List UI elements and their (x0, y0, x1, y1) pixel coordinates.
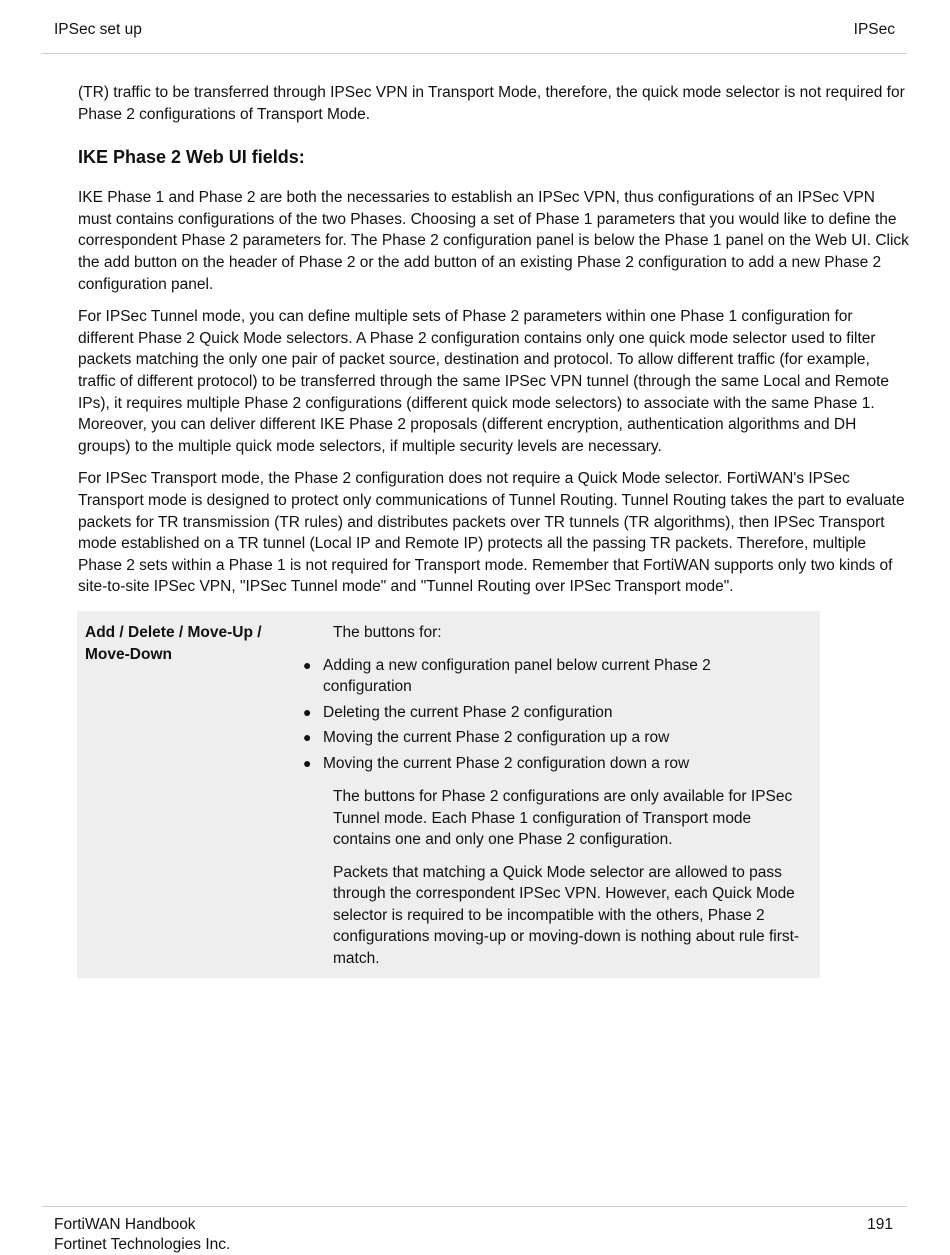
list-item: ● Adding a new configuration panel below current Phase 2 configuration (303, 656, 711, 695)
list-item: ● Moving the current Phase 2 configuration down a row (323, 753, 733, 775)
running-header-chapter: IPSec set up (54, 21, 142, 38)
field-description-table (77, 611, 820, 978)
bullet-icon: ● (303, 729, 312, 745)
body-paragraph: For IPSec Tunnel mode, you can define multiple sets of Phase 2 parameters within one Phase 1 configuration for different Phase 2 Quick Mode selectors. A Phase 2 configuration contains only one quick mode selector used to filter packets matching the only one pair of packet source, destination and protocol. To allow different traffic (for example, traffic of different protocol) to be transferred through the same IPSec VPN tunnel (through the same Local and Remote IPs), it requires multiple Phase 2 configurations (different quick mode selectors) to associate with the same Phase 1. Moreover, you can deliver different IKE Phase 2 proposals (different encryption, authentication algorithms and DH groups) to the multiple quick mode selectors, if multiple security levels are necessary. (78, 308, 890, 455)
footer-company: Fortinet Technologies Inc. (54, 1236, 231, 1253)
field-description (303, 622, 813, 980)
section-heading: IKE Phase 2 Web UI fields: (78, 147, 305, 168)
field-note: The buttons for Phase 2 configurations are only available for IPSec Tunnel mode. Each Phase 1 configuration of Transport mode contains one and only one Phase 2 configuration. (333, 788, 793, 848)
footer-book-title: FortiWAN Handbook (54, 1216, 196, 1233)
main-content (78, 82, 910, 609)
header-divider (42, 53, 907, 54)
body-paragraph: For IPSec Transport mode, the Phase 2 configuration does not require a Quick Mode selector. FortiWAN's IPSec Transport mode is designed to protect only communications of Tunnel Routing. Tunnel Routing takes the part to evaluate packets for TR transmission (TR rules) and distributes packets over TR tunnels (TR algorithms), then IPSec Transport mode established on a TR tunnel (Local IP and Remote IP) protects all the passing TR packets. Therefore, multiple Phase 2 sets within a Phase 1 is not required for Transport mode. Remember that FortiWAN supports only two kinds of site-to-site IPSec VPN, "IPSec Tunnel mode" and "Tunnel Routing over IPSec Transport mode". (78, 470, 905, 596)
field-note: Packets that matching a Quick Mode selector are allowed to pass through the correspondent IPSec VPN. However, each Quick Mode selector is required to be incompatible with the others, Phase 2 configurations moving-up or moving-down is nothing about rule first-match. (333, 863, 800, 967)
bullet-icon: ● (303, 754, 312, 771)
intro-paragraph: (TR) traffic to be transferred through IPSec VPN in Transport Mode, therefore, the quick mode selector is not required for Phase 2 configurations of Transport Mode. (78, 84, 905, 123)
list-item: ● Moving the current Phase 2 configuration up a row (323, 727, 733, 749)
body-paragraph: IKE Phase 1 and Phase 2 are both the necessaries to establish an IPSec VPN, thus configurations of an IPSec VPN must contains configurations of the two Phases. Choosing a set of Phase 1 parameters that you would like to define the correspondent Phase 2 parameters for. The Phase 2 configuration panel is below the Phase 1 panel on the Web UI. Click the add button on the header of Phase 2 or the add button of an existing Phase 2 configuration to add a new Phase 2 configuration panel. (78, 189, 909, 293)
field-description-intro: The buttons for: (333, 624, 442, 641)
field-name: Add / Delete / Move-Up / Move-Down (85, 624, 262, 663)
running-header-section: IPSec (853, 21, 895, 38)
bullet-icon: ● (303, 703, 312, 720)
page-number: 191 (867, 1216, 893, 1233)
bullet-icon: ● (303, 656, 312, 673)
list-item: ● Deleting the current Phase 2 configuration (323, 702, 733, 724)
button-list (303, 655, 813, 775)
footer-divider (42, 1206, 907, 1207)
